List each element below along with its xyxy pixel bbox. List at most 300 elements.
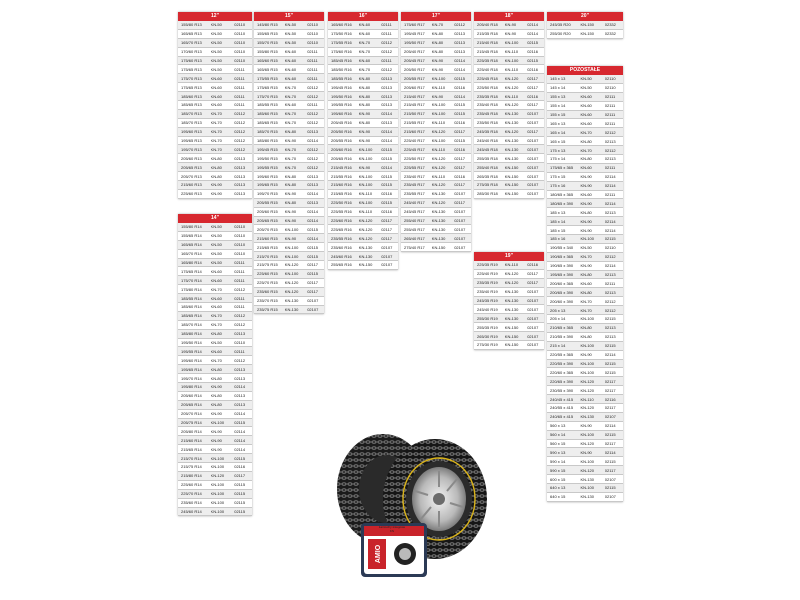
product-code-cell: 02111 [234,93,245,99]
product-code-cell: 02114 [454,93,466,99]
table-row [328,252,398,261]
table-row [178,137,252,146]
tire-size-cell: 215/45 R16 [331,164,352,170]
table-rows [178,223,252,516]
product-code-cell: 02113 [234,191,246,197]
product-code-cell: 02116 [454,173,466,179]
table-row [547,306,623,315]
table-header: 15" [254,12,324,21]
table-row [254,30,324,39]
chain-size-cell: KN-130 [580,476,594,482]
tire-size-cell: 220/60 x 365 [550,369,574,375]
tire-size-cell: 175/65 R13 [181,66,202,72]
tire-size-cell: 175/65 R14 [181,268,202,274]
product-code-cell: 02114 [604,174,616,180]
tire-size-cell: 235/35 R19 [477,280,498,286]
chain-size-cell: KN-120 [358,235,373,241]
product-code-cell: 02111 [604,120,616,126]
table-row [401,217,471,226]
table-row [474,92,544,101]
table-row [547,431,623,440]
chain-size-cell: KN-50 [210,251,222,257]
chain-size-cell: KN-60 [284,66,297,72]
table-row [547,191,623,200]
chain-size-cell: KN-80 [358,84,371,90]
product-code-cell: 02112 [234,322,246,328]
chain-size-cell: KN-100 [358,146,373,152]
chain-size-cell: KN-70 [580,147,592,153]
chain-size-cell: KN-90 [358,111,371,117]
chain-size-cell: KN-80 [210,155,222,161]
tire-size-cell: 205/50 R16 [331,129,352,135]
tire-size-cell: 195/60 R13 [181,129,202,135]
chain-size-cell: KN-90 [284,235,297,241]
chain-size-cell: KN-100 [210,508,225,514]
product-code-cell: 02117 [604,440,616,446]
chain-size-cell: KN-130 [504,155,519,161]
product-code-cell: 02111 [604,165,616,171]
table-14 [178,214,252,516]
chain-size-cell: KN-80 [431,31,444,37]
tire-size-cell: 210/55 x 390 [550,334,574,340]
chain-size-cell: KN-50 [210,224,222,230]
table-row [178,472,252,481]
tire-size-cell: 245/40 R19 [477,306,498,312]
table-row [547,288,623,297]
product-code-cell: 02117 [454,164,466,170]
tire-size-cell: 185/80 R14 [181,331,202,337]
chain-size-cell: KN-100 [431,138,446,144]
table-row [547,30,623,39]
product-code-cell: 02113 [381,75,393,81]
product-code-cell: 02115 [604,369,616,375]
product-code-cell: 02113 [307,182,319,188]
product-code-cell: 02114 [604,183,616,189]
table-row [474,48,544,57]
table-rows [401,21,471,252]
tire-size-cell: 225/50 R18 [477,84,498,90]
product-code-cell: 02115 [604,236,616,242]
product-code-cell: 02115 [604,485,616,491]
chain-size-cell: KN-60 [284,75,297,81]
chain-size-cell: KN-90 [284,191,297,197]
table-row [254,306,324,315]
product-code-cell: 02112 [234,129,246,135]
table-row [547,102,623,111]
product-code-cell: 02111 [307,58,318,63]
product-code-cell: 02111 [381,58,392,63]
chain-size-cell: KN-60 [210,277,222,283]
product-code-cell: 02112 [381,66,393,72]
table-row [254,181,324,190]
product-code-cell: 02114 [307,209,319,215]
tire-size-cell: 225/40 R19 [477,271,498,277]
table-row [547,386,623,395]
tire-size-cell: 255/35 R19 [477,324,498,330]
chain-size-cell: KN-150 [504,173,519,179]
table-row [178,30,252,39]
product-code-cell: 02113 [454,49,466,55]
table-row [547,351,623,360]
chain-size-cell: KN-90 [580,183,592,189]
table-row [547,199,623,208]
chain-size-cell: KN-80 [210,366,222,372]
chain-size-cell: KN-50 [284,22,297,28]
tire-size-cell: 185/50 R16 [331,66,352,72]
tire-size-cell: 200/60 x 365 [550,280,574,286]
tire-size-cell: 255/65 R16 [331,262,352,268]
table-row [547,208,623,217]
tire-size-cell: 195/65 R13 [181,138,202,144]
chain-size-cell: KN-120 [210,473,225,479]
tire-size-cell: 175/65 x 365 [550,165,574,171]
table-row [328,181,398,190]
tire-size-cell: 185/80 R15 [257,138,278,144]
tire-size-cell: 195/50 R17 [404,40,425,46]
tire-size-cell: 215/55 R17 [404,120,425,126]
product-code-cell: 02115 [454,102,466,108]
chain-size-cell: KN-60 [580,165,592,171]
tire-size-cell: 155/65 R14 [181,233,202,239]
chain-size-cell: KN-70 [284,146,297,152]
tire-size-cell: 205/40 R17 [404,49,425,55]
product-code-cell: 02107 [454,244,466,250]
tire-size-cell: 215/70 R15 [257,253,278,259]
tire-size-cell: 165/70 R13 [181,40,202,46]
table-row [474,137,544,146]
table-row [401,172,471,181]
tire-size-cell: 205/55 R15 [257,200,278,206]
table-row [254,110,324,119]
chain-size-cell: KN-50 [210,340,222,346]
table-row [178,356,252,365]
chain-size-cell: KN-90 [210,446,222,452]
table-row [178,499,252,508]
product-code-cell: 02116 [527,93,539,99]
product-code-cell: 02111 [307,75,318,81]
product-code-cell: 02113 [604,289,616,295]
table-row [328,199,398,208]
package-label [372,525,412,541]
tire-size-cell: 175/60 R16 [331,49,352,55]
chain-size-cell: KN-100 [358,155,373,161]
tire-size-cell: 165/80 R14 [181,260,202,265]
product-code-cell: 02111 [234,66,245,72]
chain-size-cell: KN-60 [210,75,222,81]
product-code-cell: 02117 [527,75,539,81]
product-code-cell: 02114 [604,263,616,269]
table-row [401,119,471,128]
table-row [254,92,324,101]
product-code-cell: 02116 [527,262,539,268]
table-row [547,377,623,386]
tire-size-cell: 205/60 R15 [257,209,278,215]
product-code-cell: 02117 [381,235,393,241]
chain-size-cell: KN-50 [284,31,297,37]
chain-size-cell: KN-60 [358,31,371,37]
chain-size-cell: KN-80 [358,120,371,126]
chain-size-cell: KN-90 [504,31,517,37]
tire-size-cell: 215/80 R14 [181,473,202,479]
product-code-cell: 02112 [234,313,246,319]
table-row [178,48,252,57]
tire-size-cell: 165 x 14 [550,129,566,135]
table-row [254,199,324,208]
tire-size-cell: 225/60 R16 [331,218,352,224]
product-code-cell: 02107 [381,253,393,259]
package-title: Łańcuchy śniegowe [378,525,406,529]
chain-size-cell: KN-80 [580,156,592,162]
table-row [474,128,544,137]
product-code-cell: 02115 [381,173,393,179]
table-row [547,324,623,333]
tire-size-cell: 205/45 R16 [331,120,352,126]
chain-size-cell: KN-50 [580,76,592,82]
product-code-cell: 02112 [234,357,246,363]
chain-size-cell: KN-150 [504,191,519,197]
chain-size-cell: KN-90 [210,384,222,390]
tire-size-cell: 195/60 R16 [331,111,352,117]
chain-size-cell: KN-100 [210,464,225,470]
table-row [474,341,544,350]
table-row [254,279,324,288]
table-row [178,365,252,374]
tire-size-cell: 225/60 R14 [181,482,202,488]
chain-size-cell: KN-70 [210,286,222,292]
table-row [178,490,252,499]
table-row [178,145,252,154]
product-code-cell: 02107 [307,298,319,304]
product-code-cell: 02113 [381,102,393,108]
product-code-cell: 02110 [234,58,246,63]
chain-size-cell: KN-100 [358,200,373,206]
table-row [178,92,252,101]
tire-size-cell: 640 x 15 [550,494,566,500]
chain-size-cell: KN-70 [210,313,222,319]
chain-size-cell: KN-150 [580,31,594,37]
product-code-cell: 02115 [234,455,246,461]
chain-size-cell: KN-90 [210,182,222,188]
tire-size-cell: 205/65 R16 [331,155,352,161]
chain-size-cell: KN-60 [284,49,297,55]
table-row [178,57,252,66]
chain-size-cell: KN-130 [580,414,594,420]
table-row [254,74,324,83]
product-code-cell: 02117 [527,271,539,277]
chain-size-cell: KN-100 [504,58,519,63]
tire-size-cell: 175 x 16 [550,183,566,189]
table-row [328,48,398,57]
table-row [547,368,623,377]
chain-size-cell: KN-60 [210,295,222,301]
table-row [328,190,398,199]
table-row [401,234,471,243]
tire-size-cell: 175 x 13 [550,147,566,153]
product-code-cell: 02110 [234,233,246,239]
product-code-cell: 02113 [381,93,393,99]
chain-size-cell: KN-120 [504,129,519,135]
product-code-cell: 02115 [307,226,319,232]
table-row [178,419,252,428]
chain-size-cell: KN-120 [284,289,299,295]
tire-size-cell: 205/55 R16 [331,138,352,144]
table-row [401,21,471,30]
chain-size-cell: KN-50 [210,242,222,248]
product-code-cell: 02112 [307,84,319,90]
chain-size-cell: KN-110 [431,84,446,90]
tire-size-cell: 225/70 R14 [181,491,202,497]
product-code-cell: 02110 [234,40,246,46]
tire-size-cell: 225/55 R17 [404,164,425,170]
tire-size-cell: 200/60 x 390 [550,298,574,304]
product-code-cell: 02115 [381,155,393,161]
chain-size-cell: KN-90 [358,164,371,170]
table-16 [328,12,398,270]
chain-size-cell: KN-100 [284,244,299,250]
table-row [547,262,623,271]
table-row [401,57,471,66]
product-code-cell: 02115 [307,271,319,277]
chain-size-cell: KN-70 [284,93,297,99]
tire-size-cell: 255/30 R19 [477,315,498,321]
tire-size-cell: 155/80 R13 [181,22,202,28]
table-row [547,164,623,173]
tire-size-cell: 165/65 R13 [181,31,202,37]
product-code-cell: 02107 [527,173,539,179]
tire-size-cell: 245/60 R14 [181,508,202,514]
product-code-cell: 02115 [604,360,616,366]
table-18 [474,12,544,199]
product-code-cell: 02112 [604,254,616,260]
tire-size-cell: 185/45 R16 [331,58,352,63]
chain-size-cell: KN-80 [210,393,222,399]
tire-size-cell: 185 x 16 [550,236,566,242]
tire-size-cell: 165/65 R14 [181,242,202,248]
product-code-cell: 02112 [307,93,319,99]
chain-size-cell: KN-70 [284,84,297,90]
tire-size-cell: 205/65 R14 [181,402,202,408]
tire-size-cell: 205/60 R17 [404,84,425,90]
table-row [547,413,623,422]
chain-size-cell: KN-110 [504,93,519,99]
product-code-cell: 02107 [527,120,539,126]
chain-size-cell: KN-70 [284,164,297,170]
table-rows [178,21,252,199]
table-row [547,404,623,413]
product-code-cell: 02112 [454,22,466,28]
table-rows [547,21,623,39]
tire-size-cell: 225/35 R19 [477,262,498,268]
tire-size-cell: 175/70 R13 [181,75,202,81]
tire-size-cell: 165/60 R15 [257,58,278,63]
table-row [178,223,252,232]
table-row [328,110,398,119]
chain-size-cell: KN-120 [431,164,446,170]
table-row [547,342,623,351]
product-code-cell: 02113 [604,325,616,331]
tire-size-cell: 155 x 15 [550,112,566,117]
product-code-cell: 02112 [604,147,616,153]
table-row [547,146,623,155]
chain-size-cell: KN-70 [210,146,222,152]
chain-size-cell: KN-120 [431,129,446,135]
table-row [401,101,471,110]
table-row [474,190,544,199]
product-code-cell: 02114 [454,58,466,63]
table-row [401,65,471,74]
product-code-cell: 02110 [307,22,319,28]
table-row [178,454,252,463]
tire-size-cell: 180/65 x 390 [550,200,574,206]
tire-size-cell: 215/60 R16 [331,182,352,188]
product-code-cell: 02113 [381,84,393,90]
chain-size-cell: KN-100 [284,271,299,277]
chain-size-cell: KN-130 [431,235,446,241]
product-code-cell: 02115 [604,458,616,464]
chain-size-cell: KN-120 [431,182,446,188]
table-row [178,330,252,339]
tire-size-cell: 185/60 R13 [181,93,202,99]
product-code-cell: 02114 [604,449,616,455]
tire-size-cell: 235/40 R19 [477,289,498,295]
tire-size-cell: 195/65 x 390 [550,272,574,278]
table-row [328,261,398,270]
chain-size-cell: KN-120 [504,271,519,277]
chain-size-cell: KN-100 [284,253,299,259]
table-row [254,119,324,128]
tire-size-cell: 255/40 R18 [477,164,498,170]
tire-size-cell: 185 x 15 [550,227,566,233]
tire-size-cell: 215/75 R15 [257,262,278,268]
table-row [401,145,471,154]
table-row [474,323,544,332]
product-code-cell: 02117 [381,226,393,232]
chain-size-cell: KN-80 [580,289,592,295]
product-code-cell: 02112 [381,40,393,46]
product-code-cell: 02116 [454,84,466,90]
product-code-cell: 02114 [234,446,246,452]
table-row [474,181,544,190]
chain-size-cell: KN-110 [504,66,519,72]
product-code-cell: 02111 [234,295,245,301]
chain-size-cell: KN-120 [358,226,373,232]
table-row [328,163,398,172]
chain-size-cell: KN-50 [210,22,222,28]
tire-size-cell: 205/55 R17 [404,75,425,81]
tire-size-cell: 590 x 13 [550,449,566,455]
product-code-cell: 02111 [234,260,245,265]
chain-size-cell: KN-150 [504,324,519,330]
chain-size-cell: KN-80 [358,93,371,99]
table-rows [328,21,398,270]
table-row [474,288,544,297]
product-code-cell: 02114 [381,111,393,117]
chain-size-cell: KN-60 [210,93,222,99]
chain-size-cell: KN-70 [210,120,222,126]
product-code-cell: 02113 [234,402,246,408]
product-code-cell: 02114 [604,423,616,429]
tire-size-cell: 155/80 R14 [181,224,202,230]
table-row [401,110,471,119]
chain-size-cell: KN-90 [210,411,222,417]
table-row [547,360,623,369]
tire-size-cell: 225/60 R13 [181,191,202,197]
table-19 [474,252,544,350]
chain-size-cell: KN-50 [210,233,222,239]
tire-size-cell: 175/65 R13 [181,84,202,90]
table-row [328,74,398,83]
chain-size-cell: KN-120 [431,200,446,206]
